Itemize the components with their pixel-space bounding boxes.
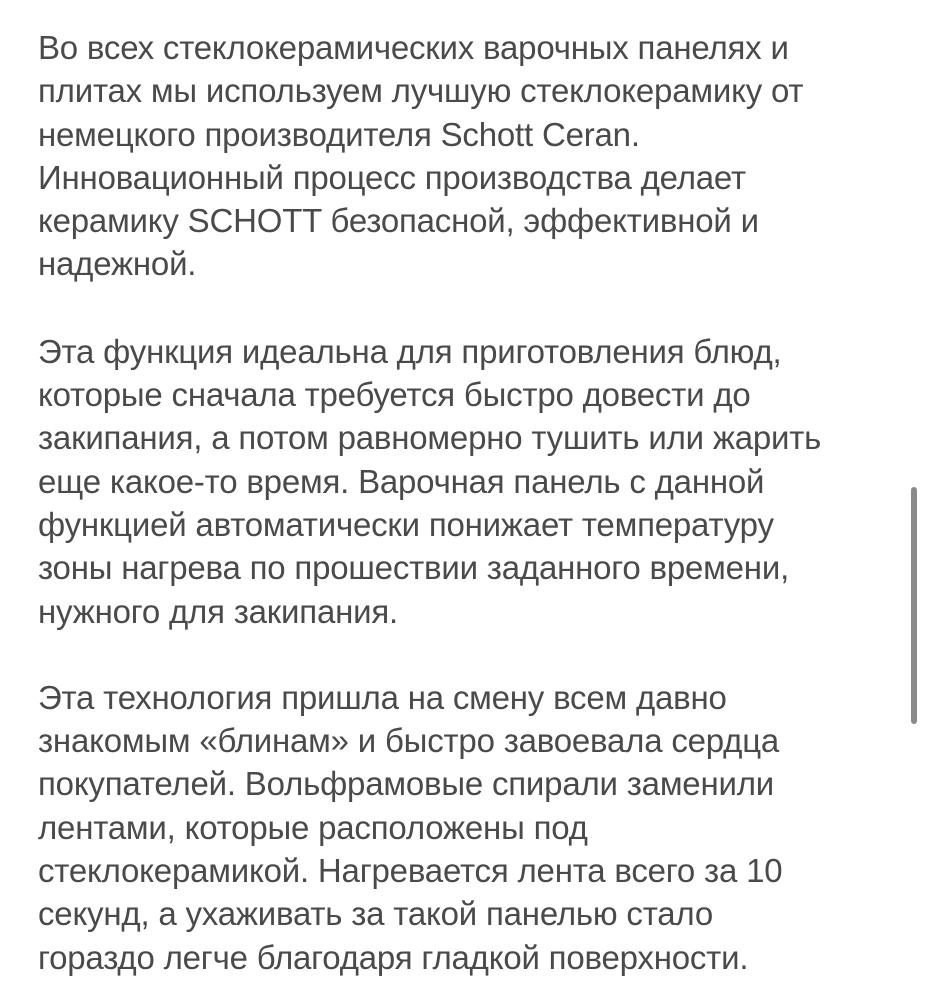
text-line: которые сначала требуется быстро довести до	[38, 376, 751, 414]
text-line: надежной.	[38, 245, 197, 283]
text-line: стеклокерамикой. Нагревается лента всего за 10	[38, 852, 783, 890]
text-line: знакомым «блинам» и быстро завоевала сердца	[38, 722, 780, 760]
paragraph-schott-ceran	[38, 26, 908, 286]
paragraph-boil-function	[38, 330, 908, 633]
text-line: Эта функция идеальна для приготовления блюд,	[38, 332, 782, 370]
text-line: еще какое-то время. Варочная панель с данной	[38, 462, 765, 500]
paragraph-hilight-technology	[38, 676, 908, 979]
text-line: зоны нагрева по прошествии заданного времени,	[38, 549, 790, 587]
text-line: Эта технология пришла на смену всем давно	[38, 678, 727, 716]
text-line: гораздо легче благодаря гладкой поверхности.	[38, 938, 749, 976]
vertical-scrollbar[interactable]	[911, 487, 917, 724]
text-line: Во всех стеклокерамических варочных панелях и	[38, 29, 789, 66]
text-line: секунд, а ухаживать за такой панелью стало	[38, 895, 714, 933]
text-line: керамику SCHOTT безопасной, эффективной и	[38, 202, 759, 240]
text-line: Инновационный процесс производства делает	[38, 158, 746, 196]
text-line: функцией автоматически понижает температуру	[38, 505, 774, 543]
text-line: покупателей. Вольфрамовые спирали заменили	[38, 765, 775, 803]
text-line: закипания, а потом равномерно тушить или жарить	[38, 419, 822, 457]
text-line: немецкого производителя Schott Ceran.	[38, 115, 640, 153]
text-line: плитах мы используем лучшую стеклокерамику от	[38, 72, 804, 110]
article-content	[38, 26, 908, 979]
text-line: нужного для закипания.	[38, 592, 399, 630]
text-line: лентами, которые расположены под	[38, 808, 588, 846]
